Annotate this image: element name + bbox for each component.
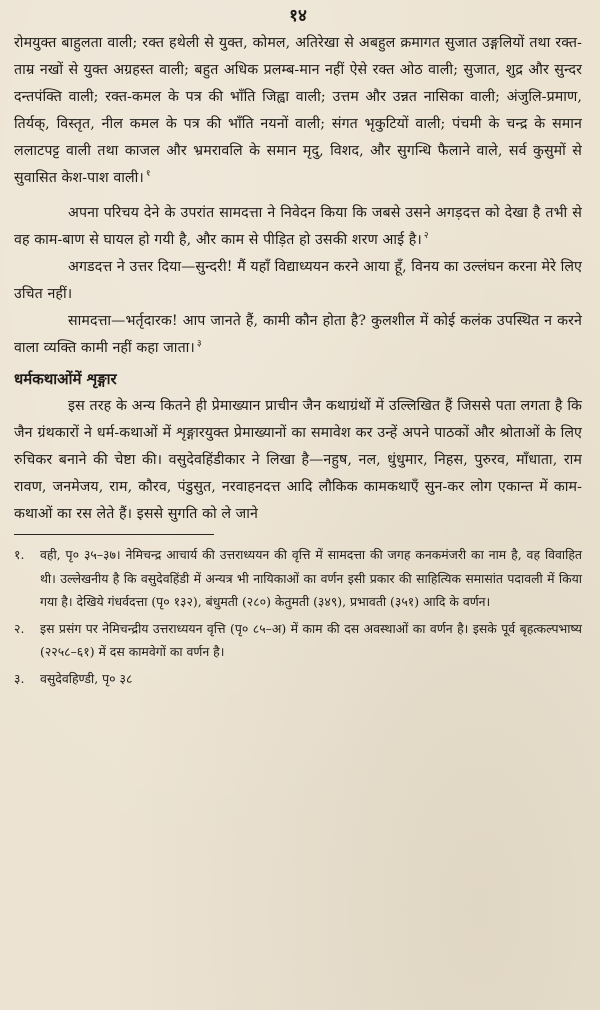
paragraph-text: रोमयुक्त बाहुलता वाली; रक्त हथेली से युक्त, कोमल, अतिरेखा से अबहुल क्रमागत सुजात उङ्गलियों तथा रक्त-ताम्र नखों से युक्त अग्रहस्त वाली; बहुत अधिक प्रलम्ब-मान नहीं ऐसे रक्त ओठ वाली; सुजात, शुद्र और सुन्दर दन्तपंक्ति वाली; रक्त-कमल के पत्र की भाँति जिह्वा वाली; उत्तम और उन्नत नासिका वाली; अंजुलि-प्रमाण, तिर्यक्, विस्तृत, नील कमल के पत्र की भाँति नयनों वाली; संगत भृकुटियों वाली; पंचमी के चन्द्र के समान ललाटपट्ट वाली तथा काजल और भ्रमरावलि के समान मृदु, विशद, और सुगन्धि फैलाने वाले, सर्व कुसुमों से सुवासित केश-पाश वाली।	[14, 35, 582, 186]
footnote-item	[14, 543, 582, 614]
footnote-divider	[14, 534, 214, 535]
paragraph-section-body: इस तरह के अन्य कितने ही प्रेमाख्यान प्राचीन जैन कथाग्रंथों में उल्लिखित हैं जिससे पता लगता है कि जैन ग्रंथकारों ने धर्म-कथाओं में शृङ्गारयुक्त प्रेमाख्यानों का समावेश कर उन्हें अपने पाठकों और श्रोताओं के लिए रुचिकर बनाने की चेष्टा की। वसुदेवहिंडीकार ने लिखा है—नहुष, नल, धुंधुमार, निहस, पुरुरव, माँधाता, राम रावण, जनमेजय, राम, कौरव, पंडुसुत, नरवाहनदत्त आदि लौकिक कामकथाएँ सुन-कर लोग एकान्त में काम-कथाओं का रस लेते हैं। इससे सुगति को ले जाने	[14, 398, 582, 522]
footnotes-list	[14, 543, 582, 690]
paragraph-introduction	[14, 200, 582, 254]
footnote-item	[14, 617, 582, 664]
footnote-item	[14, 667, 582, 691]
footnote-marker: ३	[196, 339, 202, 350]
paragraph-description	[14, 30, 582, 192]
paragraph-text: अपना परिचय देने के उपरांत सामदत्ता ने निवेदन किया कि जबसे उसने अगड़दत्त को देखा है तभी से वह काम-बाण से घायल हो गयी है, और काम से पीड़ित हो उसकी शरण आई है।	[14, 205, 582, 248]
footnote-marker: २	[423, 231, 429, 242]
page-number: १४	[289, 6, 307, 26]
paragraph-agadadatta-reply	[14, 254, 582, 308]
footnote-text: वही, पृ० ३५–३७। नेमिचन्द्र आचार्य की उत्तराध्ययन की वृत्ति में सामदत्ता की जगह कनकमंजरी का नाम है, वह विवाहित थी। उल्लेखनीय है कि वसुदेवहिंडी में अन्यत्र भी नायिकाओं का वर्णन इसी प्रकार की साहित्यिक समासांत पदावली में किया गया है। देखिये गंधर्वदत्ता (पृ० १३२), बंधुमती (२८०) केतुमती (३४९), प्रभावती (३५१) आदि के वर्णन।	[40, 547, 582, 609]
paragraph-text: सामदत्ता—भर्तृदारक! आप जानते हैं, कामी कौन होता है? कुलशील में कोई कलंक उपस्थित न करने वाला व्यक्ति कामी नहीं कहा जाता।	[14, 313, 582, 356]
footnote-marker: १	[145, 169, 151, 180]
footnote-number: ३.	[14, 670, 25, 686]
footnote-text: वसुदेवहिण्डी, पृ० ३८	[40, 670, 133, 686]
paragraph-samadatta-reply	[14, 308, 582, 362]
paragraph-text: अगडदत्त ने उत्तर दिया—सुन्दरी! मैं यहाँ विद्याध्ययन करने आया हूँ, विनय का उल्लंघन करना मेरे लिए उचित नहीं।	[14, 259, 582, 302]
section-heading: धर्मकथाओंमें शृङ्गार	[14, 370, 117, 388]
main-text	[14, 30, 582, 528]
footnote-text: इस प्रसंग पर नेमिचन्द्रीय उत्तराध्ययन वृत्ति (पृ० ८५–अ) में काम की दस अवस्थाओं का वर्णन है। इसके पूर्व बृहत्कल्पभाष्य (२२५८–६१) में दस कामवेगों का वर्णन है।	[40, 620, 582, 659]
footnote-number: १.	[14, 547, 25, 562]
footnote-number: २.	[14, 620, 25, 636]
